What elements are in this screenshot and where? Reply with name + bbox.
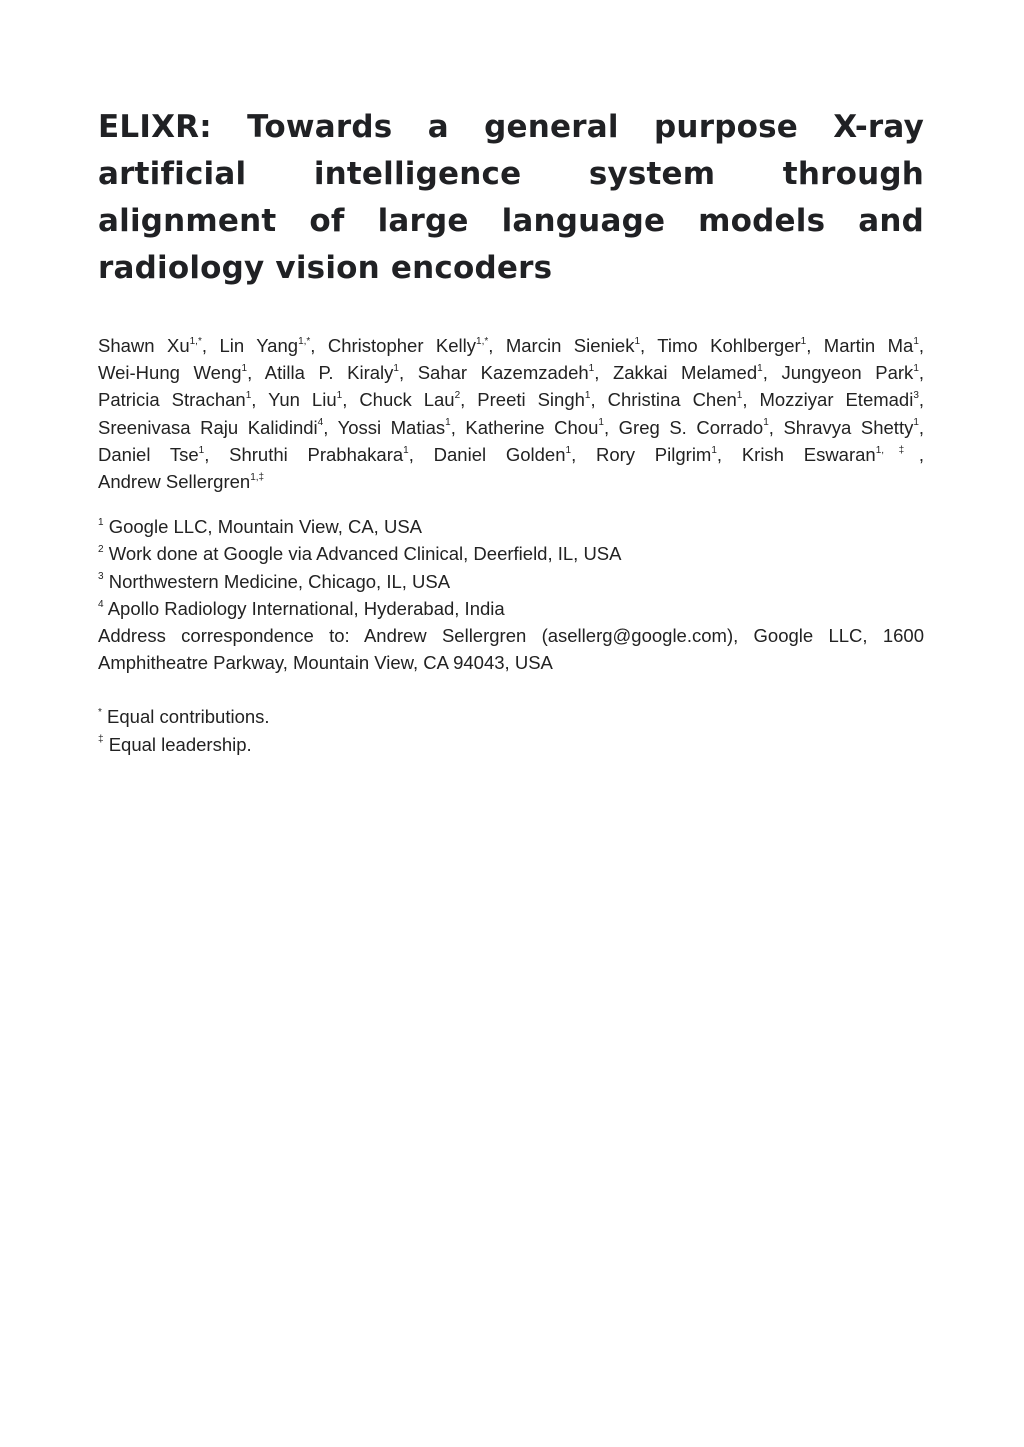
affiliation (98, 540, 924, 567)
author-affiliation-mark: 1,‡ (875, 444, 919, 456)
author (608, 389, 743, 410)
author (434, 444, 571, 465)
affiliation (98, 568, 924, 595)
affiliation-items (98, 513, 924, 622)
author-name: Mozziyar Etemadi (759, 389, 914, 411)
author-affiliation-mark: 4 (317, 417, 324, 429)
author-name: Lin Yang (219, 335, 299, 356)
affiliation-mark: 3 (98, 571, 104, 583)
author-name: Wei-Hung Weng (98, 362, 242, 384)
author-name: Greg S. Corrado (618, 416, 764, 438)
author-name: Shawn Xu (98, 335, 190, 356)
author-affiliation-mark: 1,* (189, 335, 202, 347)
author-name: Patricia Strachan (98, 389, 246, 411)
affiliation-text: Northwestern Medicine, Chicago, IL, USA (108, 570, 451, 592)
author-name: Yun Liu (268, 389, 337, 411)
author-affiliation-mark: 3 (913, 390, 919, 402)
author (98, 362, 247, 383)
author-affiliation-mark: 1 (757, 363, 763, 375)
author (98, 417, 323, 438)
author-name: Christopher Kelly (327, 335, 477, 356)
author (418, 362, 595, 383)
affiliation-text: Google LLC, Mountain View, CA, USA (108, 516, 423, 538)
author-name: Sreenivasa Raju Kalidindi (98, 416, 318, 438)
author-affiliation-mark: 1,* (476, 335, 489, 347)
author-name: Daniel Tse (98, 443, 199, 465)
author-affiliation-mark: 1 (245, 390, 252, 402)
author (506, 335, 640, 356)
author-name: Martin Ma (823, 335, 914, 356)
author-affiliation-mark: 1 (800, 335, 807, 347)
footnote (98, 731, 924, 758)
footnote-mark: ‡ (98, 734, 104, 746)
author-name: Rory Pilgrim (595, 443, 712, 465)
footnote-text: Equal leadership. (108, 733, 252, 755)
author-name: Chuck Lau (359, 389, 455, 411)
author (465, 417, 604, 438)
author-affiliation-mark: 1 (913, 417, 919, 429)
author-affiliation-mark: 1 (198, 444, 205, 456)
author-affiliation-mark: 1 (736, 390, 743, 402)
author-name: Daniel Golden (433, 443, 566, 465)
author-name: Christina Chen (607, 389, 737, 411)
author-list: Shawn $Xu^{1,*}$, Lin Yang$^{1,*}$, Christopher Kelly$^{1,*}$, Marcin Sieniek$^1$, Timo Kohlberger$^1$, Martin Ma$^1$, Wei-Hung Weng$^1$, Atilla P. Kiraly$^1$, Sahar Kazemzadeh$^1$, Zakkai Melamed$^1$, Jungyeon Park$^1$, Patricia Strachan$^1$, Yun Liu$^1$, Chuck Lau$^2$, Preeti Singh$^1$, Christina Chen$^1$, Mozziyar Etemadi$^3$, Sreenivasa Raju Kalidindi$^4$, Yossi Matias$^1$, Katherine Chou$^1$, Greg S. Corrado$^1$, Shravya Shetty$^1$, Daniel Tse$^1$, Shruthi Prabhakara$^1$, Daniel Golden$^1$, Rory Pilgrim$^1$, Krish Eswaran$^{1,\ddagger}$, Andrew Sellergren$^{1,\ddagger}$ (98, 335, 925, 493)
author (477, 389, 590, 410)
author-name: Sahar Kazemzadeh (417, 362, 589, 384)
footnote-list (98, 703, 924, 757)
author-affiliation-mark: 1 (336, 390, 343, 402)
footnote-text: Equal contributions. (107, 706, 270, 728)
author-affiliation-mark: 1,‡ (250, 471, 265, 483)
author (98, 335, 202, 356)
author-name: Jungyeon Park (781, 362, 914, 384)
author-affiliation-mark: 1 (403, 444, 409, 456)
author-name: Zakkai Melamed (612, 362, 758, 384)
author-affiliation-mark: 2 (454, 390, 461, 402)
affiliation (98, 595, 924, 622)
author (824, 335, 919, 356)
author-affiliation-mark: 1 (598, 417, 604, 429)
author-name: Marcin Sieniek (505, 335, 635, 356)
affiliation-list (98, 513, 924, 676)
author-name: Atilla P. Kiraly (264, 362, 394, 384)
author (268, 389, 342, 410)
author-affiliation-mark: 1 (393, 363, 399, 375)
author (783, 417, 918, 438)
author-name: Shravya Shetty (783, 416, 914, 438)
author (328, 335, 488, 356)
author (265, 362, 399, 383)
author (759, 389, 918, 410)
affiliation-mark: 2 (98, 544, 104, 556)
author-affiliation-mark: 1 (634, 335, 641, 347)
author (613, 362, 763, 383)
author-name: Timo Kohlberger (657, 335, 801, 356)
author-name: Krish Eswaran (741, 443, 876, 465)
author-name: Shruthi Prabhakara (229, 443, 404, 465)
author-affiliation-mark: 1,* (298, 335, 311, 347)
affiliation-text: Apollo Radiology International, Hyderabad, India (107, 597, 505, 619)
author (229, 444, 409, 465)
author-affiliation-mark: 1 (913, 363, 919, 375)
author-affiliation-mark: 1 (445, 417, 451, 429)
author-affiliation-mark: 1 (711, 444, 717, 456)
footnote-mark: * (98, 707, 102, 719)
author-affiliation-mark: 1 (565, 444, 572, 456)
author (359, 389, 460, 410)
paper-first-page (98, 104, 924, 758)
author (742, 444, 919, 465)
author (219, 335, 310, 356)
author-name: Yossi Matias (337, 416, 446, 438)
author (596, 444, 717, 465)
author-affiliation-mark: 1 (763, 417, 769, 429)
author-affiliation-mark: 1 (584, 390, 591, 402)
footnote (98, 703, 924, 730)
author (619, 417, 769, 438)
affiliation-mark: 4 (98, 598, 104, 610)
author (657, 335, 806, 356)
paper-title: ELIXR: Towards a general purpose X-ray artificial intelligence system through alignment of large language models and radiology vision encoders (98, 109, 924, 286)
affiliation-mark: 1 (98, 517, 104, 529)
author (781, 362, 918, 383)
author (338, 417, 451, 438)
author (98, 389, 251, 410)
author (98, 444, 204, 465)
affiliation (98, 513, 924, 540)
author (98, 471, 264, 492)
author-name: Preeti Singh (477, 389, 585, 411)
author-name: Andrew Sellergren (98, 471, 251, 493)
author-affiliation-mark: 1 (588, 363, 595, 375)
author-name: Katherine Chou (465, 416, 599, 438)
author-affiliation-mark: 1 (913, 335, 919, 347)
author-affiliation-mark: 1 (241, 363, 248, 375)
affiliation-text: Work done at Google via Advanced Clinical, Deerfield, IL, USA (108, 543, 622, 565)
correspondence-address: Address correspondence to: Andrew Sellergren (asellerg@google.com), Google LLC, 1600 Amphitheatre Parkway, Mountain View, CA 94043, USA (98, 625, 924, 674)
